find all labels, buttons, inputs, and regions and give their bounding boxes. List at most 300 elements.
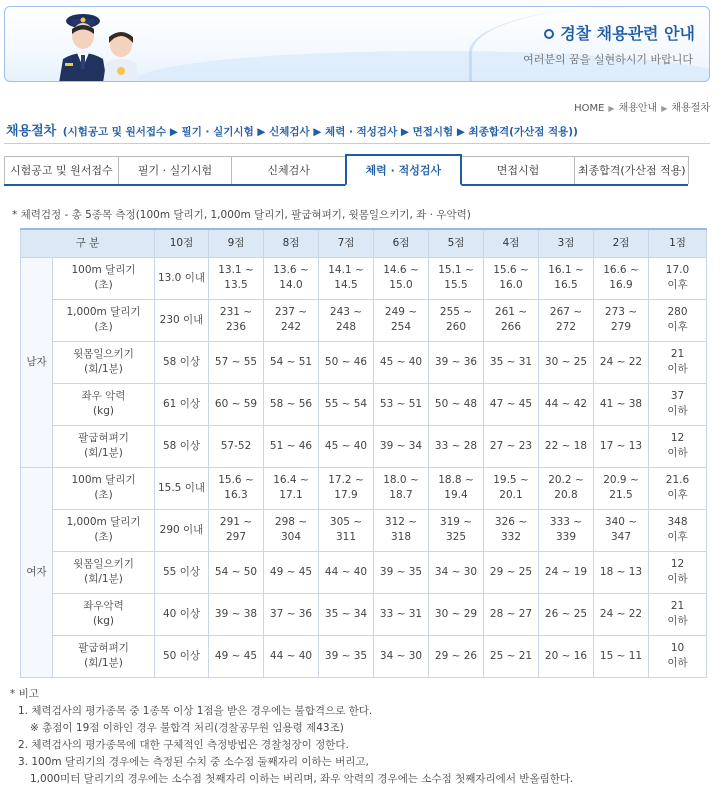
score-cell bbox=[649, 341, 707, 383]
score-value-line: 14.1 ~ bbox=[328, 264, 364, 276]
table-row bbox=[21, 467, 707, 509]
score-value-line: 280 bbox=[667, 306, 688, 318]
score-cell bbox=[429, 299, 484, 341]
score-cell bbox=[264, 425, 319, 467]
score-cell bbox=[539, 467, 594, 509]
score-value-line: 22 ~ 18 bbox=[544, 439, 588, 452]
score-value-line: 230 이내 bbox=[159, 313, 204, 326]
score-cell bbox=[155, 593, 209, 635]
score-cell bbox=[209, 635, 264, 677]
score-cell bbox=[209, 509, 264, 551]
score-cell bbox=[374, 341, 429, 383]
score-value-line: 14.6 ~ bbox=[383, 264, 419, 276]
event-name-line: (회/1분) bbox=[84, 573, 123, 585]
header-banner bbox=[4, 6, 710, 82]
score-value-line: 19.5 ~ bbox=[493, 474, 529, 486]
score-value-line: 50 ~ 48 bbox=[434, 397, 478, 410]
score-value-line: 12 bbox=[670, 558, 685, 570]
score-cell bbox=[539, 257, 594, 299]
event-name-line: 팔굽혀펴기 bbox=[78, 432, 129, 444]
score-value-line: 37 bbox=[670, 390, 685, 402]
score-value-line: 39 ~ 35 bbox=[379, 565, 423, 578]
banner-title-text: 경찰 채용관련 안내 bbox=[560, 24, 695, 43]
score-cell bbox=[374, 551, 429, 593]
score-value-line: 297 bbox=[225, 531, 247, 543]
event-name-line: (kg) bbox=[93, 405, 114, 417]
group-label: 남자 bbox=[21, 257, 53, 467]
score-cell bbox=[319, 425, 374, 467]
score-value-line: 290 이내 bbox=[159, 523, 204, 536]
score-value-line: 20.2 ~ bbox=[548, 474, 584, 486]
score-cell bbox=[429, 509, 484, 551]
score-cell bbox=[374, 257, 429, 299]
score-value-line: 이하 bbox=[667, 657, 688, 669]
banner-title bbox=[544, 21, 695, 44]
score-value-line: 20.8 bbox=[554, 489, 578, 501]
score-cell bbox=[374, 509, 429, 551]
score-value-line: 255 ~ bbox=[439, 306, 473, 318]
score-value-line: 15.6 ~ bbox=[218, 474, 254, 486]
score-cell bbox=[319, 551, 374, 593]
score-value-line: 237 ~ bbox=[274, 306, 308, 318]
score-value-line: 41 ~ 38 bbox=[599, 397, 643, 410]
score-cell bbox=[155, 341, 209, 383]
score-cell bbox=[155, 425, 209, 467]
score-cell bbox=[484, 593, 539, 635]
tab-bar bbox=[4, 156, 688, 186]
score-value-line: 이하 bbox=[667, 405, 688, 417]
page-title bbox=[6, 120, 578, 139]
score-value-line: 15.5 이내 bbox=[157, 481, 205, 494]
event-name-line: 좌우 악력 bbox=[81, 390, 126, 402]
table-header-cell: 5점 bbox=[429, 229, 484, 257]
table-header-cell: 2점 bbox=[594, 229, 649, 257]
score-value-line: 325 bbox=[445, 531, 467, 543]
score-cell bbox=[429, 257, 484, 299]
score-cell bbox=[484, 383, 539, 425]
event-name-line: (초) bbox=[94, 321, 113, 333]
score-value-line: 248 bbox=[335, 321, 357, 333]
score-cell bbox=[594, 383, 649, 425]
score-value-line: 30 ~ 29 bbox=[434, 607, 478, 620]
score-value-line: 21.6 bbox=[665, 474, 690, 486]
score-value-line: 14.0 bbox=[279, 279, 303, 291]
score-cell bbox=[374, 635, 429, 677]
score-cell bbox=[484, 341, 539, 383]
police-officer-and-child-illustration bbox=[41, 7, 151, 82]
table-header-cell: 7점 bbox=[319, 229, 374, 257]
score-value-line: 25 ~ 21 bbox=[489, 649, 533, 662]
score-cell bbox=[264, 299, 319, 341]
score-value-line: 45 ~ 40 bbox=[379, 355, 423, 368]
score-cell bbox=[429, 635, 484, 677]
event-name-line: (kg) bbox=[93, 615, 114, 627]
score-cell bbox=[539, 593, 594, 635]
score-cell bbox=[319, 593, 374, 635]
score-value-line: 21 bbox=[670, 600, 685, 612]
score-cell bbox=[649, 383, 707, 425]
score-cell bbox=[209, 593, 264, 635]
score-cell bbox=[484, 425, 539, 467]
score-value-line: 39 ~ 38 bbox=[214, 607, 258, 620]
page-title-text: 채용절차 bbox=[6, 124, 57, 139]
score-value-line: 33 ~ 31 bbox=[379, 607, 423, 620]
score-value-line: 51 ~ 46 bbox=[269, 439, 313, 452]
score-cell bbox=[429, 467, 484, 509]
score-value-line: 47 ~ 45 bbox=[489, 397, 533, 410]
event-name-line: 100m 달리기 bbox=[71, 474, 136, 486]
score-cell bbox=[484, 299, 539, 341]
score-cell bbox=[319, 635, 374, 677]
score-value-line: 304 bbox=[280, 531, 302, 543]
score-cell bbox=[374, 425, 429, 467]
table-row bbox=[21, 257, 707, 299]
score-value-line: 50 ~ 46 bbox=[324, 355, 368, 368]
score-value-line: 12 bbox=[670, 432, 685, 444]
score-value-line: 318 bbox=[390, 531, 412, 543]
event-name-cell bbox=[53, 299, 155, 341]
score-value-line: 16.6 ~ bbox=[603, 264, 639, 276]
score-value-line: 13.6 ~ bbox=[273, 264, 309, 276]
score-value-line: 16.1 ~ bbox=[548, 264, 584, 276]
score-value-line: 20.1 bbox=[499, 489, 523, 501]
score-value-line: 55 ~ 54 bbox=[324, 397, 368, 410]
score-value-line: 17.1 bbox=[279, 489, 303, 501]
score-value-line: 54 ~ 50 bbox=[214, 565, 258, 578]
score-value-line: 332 bbox=[500, 531, 522, 543]
score-value-line: 272 bbox=[555, 321, 577, 333]
remark-line: 1. 체력검사의 평가종목 중 1종목 이상 1점을 받은 경우에는 불합격으로 한다. bbox=[18, 705, 373, 717]
score-value-line: 16.0 bbox=[499, 279, 523, 291]
table-header-cell: 4점 bbox=[484, 229, 539, 257]
score-cell bbox=[484, 509, 539, 551]
score-value-line: 261 ~ bbox=[494, 306, 528, 318]
score-value-line: 267 ~ bbox=[549, 306, 583, 318]
score-value-line: 13.0 이내 bbox=[157, 271, 205, 284]
score-cell bbox=[484, 467, 539, 509]
breadcrumb-arrow-icon: ▶ bbox=[608, 104, 615, 113]
score-cell bbox=[429, 341, 484, 383]
score-value-line: 44 ~ 40 bbox=[324, 565, 368, 578]
score-value-line: 326 ~ bbox=[494, 516, 528, 528]
score-cell bbox=[264, 383, 319, 425]
score-value-line: 24 ~ 22 bbox=[599, 355, 643, 368]
breadcrumb-home[interactable]: HOME bbox=[574, 103, 605, 114]
score-value-line: 236 bbox=[225, 321, 247, 333]
score-value-line: 19.4 bbox=[444, 489, 468, 501]
score-value-line: 28 ~ 27 bbox=[489, 607, 533, 620]
score-value-line: 34 ~ 30 bbox=[379, 649, 423, 662]
table-header-row bbox=[21, 229, 707, 257]
score-value-line: 348 bbox=[667, 516, 688, 528]
score-cell bbox=[209, 425, 264, 467]
score-cell bbox=[594, 341, 649, 383]
event-name-cell bbox=[53, 467, 155, 509]
score-cell bbox=[649, 425, 707, 467]
score-cell bbox=[539, 635, 594, 677]
score-value-line: 18.8 ~ bbox=[438, 474, 474, 486]
score-value-line: 305 ~ bbox=[329, 516, 363, 528]
score-value-line: 49 ~ 45 bbox=[269, 565, 313, 578]
table-header-cell: 8점 bbox=[264, 229, 319, 257]
score-cell bbox=[374, 383, 429, 425]
event-name-line: (초) bbox=[94, 531, 113, 543]
score-value-line: 18.0 ~ bbox=[383, 474, 419, 486]
score-value-line: 231 ~ bbox=[219, 306, 253, 318]
score-value-line: 이후 bbox=[667, 531, 688, 543]
score-cell bbox=[594, 551, 649, 593]
remarks-heading: * 비고 bbox=[10, 688, 39, 700]
event-name-cell bbox=[53, 509, 155, 551]
tab-4[interactable]: 면접시험 bbox=[461, 156, 576, 184]
score-value-line: 15 ~ 11 bbox=[599, 649, 643, 662]
score-value-line: 273 ~ bbox=[604, 306, 638, 318]
event-name-line: 1,000m 달리기 bbox=[66, 516, 141, 528]
score-cell bbox=[264, 551, 319, 593]
tab-5[interactable]: 최종합격(가산점 적용) bbox=[574, 156, 689, 184]
title-divider bbox=[4, 143, 710, 144]
score-value-line: 17 ~ 13 bbox=[599, 439, 643, 452]
score-value-line: 44 ~ 42 bbox=[544, 397, 588, 410]
score-value-line: 24 ~ 19 bbox=[544, 565, 588, 578]
event-name-line: (초) bbox=[94, 489, 113, 501]
score-value-line: 44 ~ 40 bbox=[269, 649, 313, 662]
event-name-line: 팔굽혀펴기 bbox=[78, 642, 129, 654]
score-value-line: 이하 bbox=[667, 363, 688, 375]
score-value-line: 50 이상 bbox=[163, 649, 200, 662]
table-row bbox=[21, 299, 707, 341]
score-value-line: 이후 bbox=[667, 279, 688, 291]
score-value-line: 242 bbox=[280, 321, 302, 333]
score-cell bbox=[539, 509, 594, 551]
score-value-line: 29 ~ 26 bbox=[434, 649, 478, 662]
score-cell bbox=[649, 635, 707, 677]
score-cell bbox=[209, 341, 264, 383]
event-name-cell bbox=[53, 341, 155, 383]
score-cell bbox=[374, 299, 429, 341]
score-value-line: 13.5 bbox=[224, 279, 248, 291]
event-name-line: 윗몸일으키기 bbox=[73, 558, 134, 570]
table-header-cell: 구 분 bbox=[21, 229, 155, 257]
breadcrumb-arrow-icon: ▶ bbox=[661, 104, 668, 113]
event-name-cell bbox=[53, 551, 155, 593]
event-name-cell bbox=[53, 257, 155, 299]
score-value-line: 39 ~ 35 bbox=[324, 649, 368, 662]
score-cell bbox=[319, 467, 374, 509]
score-value-line: 15.1 ~ bbox=[438, 264, 474, 276]
score-value-line: 이하 bbox=[667, 447, 688, 459]
score-cell bbox=[264, 635, 319, 677]
breadcrumb-recruitment-info[interactable]: 채용안내 bbox=[618, 103, 658, 114]
score-cell bbox=[264, 467, 319, 509]
score-cell bbox=[319, 257, 374, 299]
event-name-line: (회/1분) bbox=[84, 447, 123, 459]
score-value-line: 319 ~ bbox=[439, 516, 473, 528]
score-value-line: 21 bbox=[670, 348, 685, 360]
score-cell bbox=[319, 299, 374, 341]
score-value-line: 266 bbox=[500, 321, 522, 333]
score-value-line: 58 이상 bbox=[163, 355, 200, 368]
score-cell bbox=[649, 299, 707, 341]
score-cell bbox=[209, 299, 264, 341]
table-row bbox=[21, 635, 707, 677]
tab-0[interactable]: 시험공고 및 원서접수 bbox=[4, 156, 119, 184]
score-cell bbox=[155, 257, 209, 299]
score-cell bbox=[209, 467, 264, 509]
remark-line: 2. 체력검사의 평가종목에 대한 구체적인 측정방법은 경찰청장이 정한다. bbox=[18, 739, 349, 751]
score-value-line: 57-52 bbox=[220, 439, 252, 452]
score-cell bbox=[594, 635, 649, 677]
table-row bbox=[21, 341, 707, 383]
score-cell bbox=[264, 257, 319, 299]
score-value-line: 340 ~ bbox=[604, 516, 638, 528]
score-cell bbox=[484, 635, 539, 677]
score-cell bbox=[209, 383, 264, 425]
score-value-line: 243 ~ bbox=[329, 306, 363, 318]
score-value-line: 17.9 bbox=[334, 489, 358, 501]
score-cell bbox=[374, 467, 429, 509]
score-value-line: 39 ~ 36 bbox=[434, 355, 478, 368]
score-cell bbox=[594, 467, 649, 509]
score-value-line: 16.5 bbox=[554, 279, 578, 291]
remark-line: ※ 총점이 19점 이하인 경우 불합격 처리(경찰공무원 임용령 제43조) bbox=[30, 722, 344, 734]
event-name-line: (회/1분) bbox=[84, 363, 123, 375]
score-cell bbox=[649, 551, 707, 593]
score-value-line: 61 이상 bbox=[163, 397, 200, 410]
score-value-line: 18.7 bbox=[389, 489, 413, 501]
table-header-cell: 6점 bbox=[374, 229, 429, 257]
table-header-cell: 9점 bbox=[209, 229, 264, 257]
score-cell bbox=[539, 425, 594, 467]
score-value-line: 40 이상 bbox=[163, 607, 200, 620]
score-value-line: 이후 bbox=[667, 321, 688, 333]
event-name-line: (회/1분) bbox=[84, 657, 123, 669]
score-cell bbox=[264, 593, 319, 635]
score-cell bbox=[319, 383, 374, 425]
score-cell bbox=[319, 509, 374, 551]
score-value-line: 17.0 bbox=[665, 264, 690, 276]
fitness-score-table bbox=[20, 228, 707, 678]
score-cell bbox=[209, 551, 264, 593]
event-name-line: 좌우악력 bbox=[83, 600, 124, 612]
score-cell bbox=[155, 635, 209, 677]
score-cell bbox=[539, 341, 594, 383]
score-value-line: 15.5 bbox=[444, 279, 468, 291]
score-cell bbox=[155, 509, 209, 551]
score-cell bbox=[209, 257, 264, 299]
score-cell bbox=[539, 299, 594, 341]
score-value-line: 279 bbox=[610, 321, 632, 333]
score-value-line: 34 ~ 30 bbox=[434, 565, 478, 578]
score-value-line: 254 bbox=[390, 321, 412, 333]
score-cell bbox=[594, 593, 649, 635]
score-value-line: 33 ~ 28 bbox=[434, 439, 478, 452]
score-value-line: 311 bbox=[335, 531, 357, 543]
score-value-line: 15.6 ~ bbox=[493, 264, 529, 276]
score-value-line: 58 ~ 56 bbox=[269, 397, 313, 410]
score-cell bbox=[264, 509, 319, 551]
score-value-line: 15.0 bbox=[389, 279, 413, 291]
table-header-cell: 3점 bbox=[539, 229, 594, 257]
score-value-line: 18 ~ 13 bbox=[599, 565, 643, 578]
score-cell bbox=[649, 509, 707, 551]
score-value-line: 24 ~ 22 bbox=[599, 607, 643, 620]
score-cell bbox=[429, 593, 484, 635]
tab-2[interactable]: 신체검사 bbox=[231, 156, 346, 184]
fitness-test-note: * 체력검정 - 총 5종목 측정(100m 달리기, 1,000m 달리기, 팔굽혀펴기, 윗몸일으키기, 좌 · 우악력) bbox=[12, 209, 471, 221]
score-value-line: 39 ~ 34 bbox=[379, 439, 423, 452]
score-value-line: 333 ~ bbox=[549, 516, 583, 528]
score-value-line: 29 ~ 25 bbox=[489, 565, 533, 578]
table-row bbox=[21, 425, 707, 467]
event-name-line: (초) bbox=[94, 279, 113, 291]
table-header-cell: 10점 bbox=[155, 229, 209, 257]
tab-1[interactable]: 필기 · 실기시험 bbox=[118, 156, 233, 184]
score-cell bbox=[155, 551, 209, 593]
page-title-steps: (시험공고 및 원서접수 ▶ 필기 · 실기시험 ▶ 신체검사 ▶ 체력 · 적성검사 ▶ 면접시험 ▶ 최종합격(가산점 적용)) bbox=[62, 126, 578, 138]
tab-3[interactable]: 체력 · 적성검사 bbox=[345, 154, 462, 186]
score-value-line: 37 ~ 36 bbox=[269, 607, 313, 620]
score-value-line: 이하 bbox=[667, 573, 688, 585]
banner-swoosh-decoration bbox=[469, 7, 710, 82]
score-value-line: 14.5 bbox=[334, 279, 358, 291]
score-value-line: 30 ~ 25 bbox=[544, 355, 588, 368]
score-cell bbox=[539, 383, 594, 425]
table-row bbox=[21, 383, 707, 425]
score-value-line: 16.4 ~ bbox=[273, 474, 309, 486]
score-cell bbox=[594, 509, 649, 551]
event-name-cell bbox=[53, 593, 155, 635]
breadcrumb-current: 채용절차 bbox=[671, 103, 710, 114]
table-row bbox=[21, 593, 707, 635]
event-name-cell bbox=[53, 383, 155, 425]
breadcrumb bbox=[574, 99, 710, 114]
score-value-line: 20.9 ~ bbox=[603, 474, 639, 486]
score-value-line: 이후 bbox=[667, 489, 688, 501]
score-value-line: 45 ~ 40 bbox=[324, 439, 368, 452]
remarks-section bbox=[10, 686, 710, 788]
score-cell bbox=[649, 467, 707, 509]
table-header-cell: 1점 bbox=[649, 229, 707, 257]
event-name-line: 100m 달리기 bbox=[71, 264, 136, 276]
score-cell bbox=[264, 341, 319, 383]
group-label: 여자 bbox=[21, 467, 53, 677]
score-cell bbox=[155, 383, 209, 425]
score-value-line: 55 이상 bbox=[163, 565, 200, 578]
score-value-line: 53 ~ 51 bbox=[379, 397, 423, 410]
score-value-line: 249 ~ bbox=[384, 306, 418, 318]
score-value-line: 260 bbox=[445, 321, 467, 333]
score-value-line: 58 이상 bbox=[163, 439, 200, 452]
score-cell bbox=[429, 383, 484, 425]
score-cell bbox=[429, 425, 484, 467]
score-value-line: 347 bbox=[610, 531, 632, 543]
score-cell bbox=[484, 257, 539, 299]
event-name-cell bbox=[53, 425, 155, 467]
score-value-line: 57 ~ 55 bbox=[214, 355, 258, 368]
score-value-line: 339 bbox=[555, 531, 577, 543]
score-value-line: 이하 bbox=[667, 615, 688, 627]
remark-line: 1,000미터 달리기의 경우에는 소수점 첫째자리 이하는 버리며, 좌우 악력의 경우에는 소수점 첫째자리에서 반올림한다. bbox=[30, 773, 574, 785]
score-cell bbox=[484, 551, 539, 593]
banner-subtitle: 여러분의 꿈을 실현하시기 바랍니다 bbox=[523, 53, 693, 66]
score-value-line: 27 ~ 23 bbox=[489, 439, 533, 452]
score-cell bbox=[594, 257, 649, 299]
score-cell bbox=[155, 299, 209, 341]
score-value-line: 35 ~ 34 bbox=[324, 607, 368, 620]
score-value-line: 16.9 bbox=[609, 279, 633, 291]
score-value-line: 21.5 bbox=[609, 489, 633, 501]
